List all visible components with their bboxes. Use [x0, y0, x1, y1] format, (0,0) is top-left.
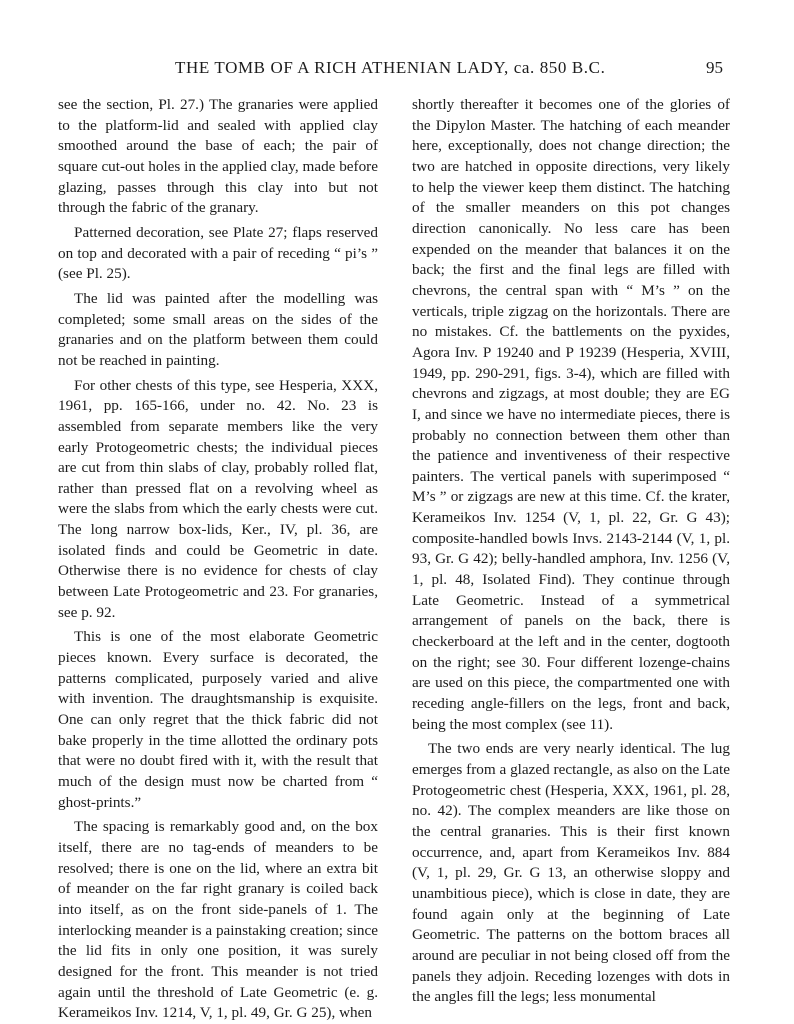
paragraph: see the section, Pl. 27.) The granaries were applied to the platform-lid and sealed with applied clay smoothed around the base of each; the pair of square cut-out holes in the applied clay, made before glazing, passes through this clay into but not through the fabric of the granary. [58, 96, 378, 217]
page-number: 95 [706, 58, 723, 77]
paragraph: Patterned decoration, see Plate 27; flaps reserved on top and decorated with a pair of receding “ pi’s ” (see Pl. 25). [58, 223, 378, 283]
running-header [0, 58, 794, 82]
paragraph: The spacing is remarkably good and, on the box itself, there are no tag-ends of meanders to be resolved; there is one on the lid, where an extra bit of meander on the far right granary is coiled back into itself, as on the front side-panels of 1. The interlocking meander is a painstaking creation; since the lid fits in only one position, it was surely designed for the front. This meander is not tried again until the threshold of Late Geometric (e. g. Kerameikos Inv. 1214, V, 1, pl. 49, Gr. G 25), when [58, 818, 378, 1022]
paragraph: This is one of the most elaborate Geometric pieces known. Every surface is decorated, the patterns complicated, purposely varied and alive with invention. The draughtsmanship is exquisite. One can only regret that the thick fabric did not bake properly in the time allotted the ordinary pots that were no doubt fired with it, with the result that much of the design must now be charted from “ ghost-prints.” [58, 628, 378, 811]
paragraph: The two ends are very nearly identical. The lug emerges from a glazed rectangle, as also on the Late Protogeometric chest (Hesperia, XXX, 1961, pl. 28, no. 42). The complex meanders are like those on the central granaries. This is their first known occurrence, and, apart from Kerameikos Inv. 884 (V, 1, pl. 29, Gr. G 13, an otherwise sloppy and unambitious piece), which is close in date, they are found again only at the beginning of Late Geometric. The patterns on the bottom braces all around are peculiar in not being closed off from the panels they adjoin. Receding lozenges with dots in the angles fill the legs; less monumental [412, 740, 730, 1006]
paragraph: shortly thereafter it becomes one of the glories of the Dipylon Master. The hatching of each meander here, exceptionally, does not change direction; the two are hatched in opposite directions, very likely to help the viewer keep them distinct. The hatching of the smaller meanders on this pot changes direction canonically. No less care has been expended on the meander that balances it on the back; the first and the final legs are filled with chevrons, the central span with “ M’s ” on the verticals, triple zigzag on the horizontals. There are no mistakes. Cf. the battlements on the pyxides, Agora Inv. P 19240 and P 19239 (Hesperia, XVIII, 1949, pp. 290-291, figs. 3-4), which are filled with chevrons and zigzags, at most double; they are EG I, and since we have no intermediate pieces, there is probably no connection between them other than the patience and inventiveness of their respective painters. The vertical panels with superimposed “ M’s ” or zigzags are new at this time. Cf. the krater, Kerameikos Inv. 1254 (V, 1, pl. 22, Gr. G 43); composite-handled bowls Invs. 2143-2144 (V, 1, pl. 93, Gr. G 42); belly-handled amphora, Inv. 1256 (V, 1, pl. 48, Isolated Find). They continue through Late Geometric. Instead of a symmetrical arrangement of panels on the back, there is checkerboard at the left and in the center, dogtooth on the right; see 30. Four different lozenge-chains are used on this piece, the compartmented one with receding angle-fillers on the legs, front and back, being the most complex (see 11). [412, 96, 730, 733]
left-column [58, 95, 378, 1024]
running-title: THE TOMB OF A RICH ATHENIAN LADY, ca. 850 B.C. [175, 58, 606, 77]
right-column [412, 95, 730, 1008]
paragraph: The lid was painted after the modelling was completed; some small areas on the sides of the granaries and on the platform between them could not be reached in painting. [58, 289, 378, 369]
paragraph: For other chests of this type, see Hesperia, XXX, 1961, pp. 165-166, under no. 42. No. 23 is assembled from separate members like the very early Protogeometric chests; the individual pieces are cut from thin slabs of clay, probably rolled flat, rather than pressed flat on a revolving wheel as were the slabs from which the early chests were cut. The long narrow box-lids, Ker., IV, pl. 36, are isolated finds and could be Geometric in date. Otherwise there is no evidence for chests of clay between Late Protogeometric and 23. For granaries, see p. 92. [58, 376, 378, 621]
